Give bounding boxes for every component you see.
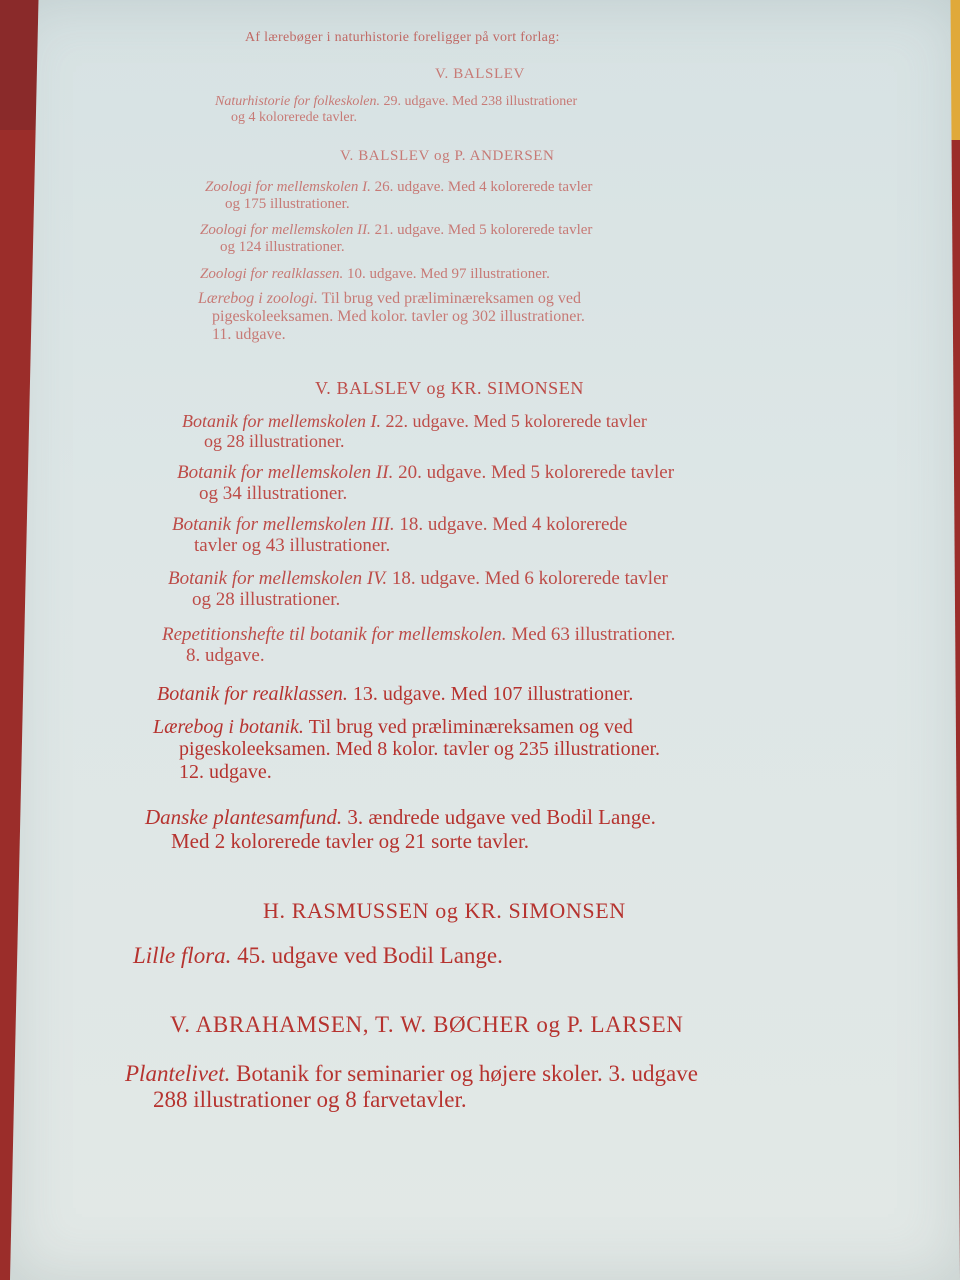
book-details: 29. udgave. Med 238 illustrationer (380, 94, 578, 109)
book-entry (125, 1061, 698, 1113)
book-title: Zoologi for mellemskolen I. (205, 179, 371, 195)
book-title: Botanik for mellemskolen IV. (168, 568, 388, 589)
book-entry (200, 222, 592, 256)
book-entry (145, 806, 656, 853)
author-heading: V. ABRAHAMSEN, T. W. BØCHER og P. LARSEN (170, 1012, 684, 1037)
book-entry (205, 179, 592, 213)
book-title: Botanik for mellemskolen II. (177, 462, 394, 483)
book-entry (182, 411, 647, 451)
book-details: 18. udgave. Med 6 kolorerede tavler (387, 568, 668, 589)
book-details-cont: og 34 illustrationer. (199, 483, 348, 505)
book-title: Lille flora. (133, 943, 232, 968)
book-details: 21. udgave. Med 5 kolorerede tavler (370, 222, 593, 238)
book-details-cont: Med 2 kolorerede tavler og 21 sorte tavler. (171, 828, 530, 853)
book-entry (162, 624, 675, 667)
book-entry (133, 943, 503, 969)
author-heading: V. BALSLEV (435, 66, 525, 82)
book-details-cont: og 124 illustrationer. (220, 238, 345, 255)
book-details: 3. ændrede udgave ved Bodil Lange. (342, 805, 656, 829)
author-heading: H. RASMUSSEN og KR. SIMONSEN (263, 898, 626, 923)
book-details: 10. udgave. Med 97 illustrationer. (343, 266, 550, 282)
book-title: Lærebog i botanik. (153, 716, 304, 738)
book-entry (215, 94, 577, 125)
book-details: 22. udgave. Med 5 kolorerede tavler (380, 411, 647, 431)
book-details-cont: 288 illustrationer og 8 farvetavler. (153, 1086, 467, 1112)
author-heading: V. BALSLEV og KR. SIMONSEN (315, 378, 584, 398)
book-title: Danske plantesamfund. (145, 805, 343, 829)
book-details: Til brug ved præliminæreksamen og ved (317, 290, 581, 307)
book-details: 18. udgave. Med 4 kolorerede (394, 514, 628, 535)
book-details: Med 63 illustrationer. (506, 624, 676, 645)
intro-line: Af lærebøger i naturhistorie foreligger på vort forlag: (245, 30, 560, 45)
book-entry (153, 716, 660, 783)
book-details: 26. udgave. Med 4 kolorerede tavler (370, 179, 593, 195)
book-title: Zoologi for realklassen. (200, 266, 344, 282)
book-details: Botanik for seminarier og højere skoler. 3. udgave (230, 1061, 698, 1086)
book-details: 13. udgave. Med 107 illustrationer. (347, 683, 634, 705)
book-title: Botanik for realklassen. (157, 683, 348, 705)
book-details: 20. udgave. Med 5 kolorerede tavler (393, 462, 675, 483)
book-details-cont: og 28 illustrationer. (192, 589, 341, 611)
book-entry (177, 462, 674, 505)
book-details: Til brug ved præliminæreksamen og ved (303, 716, 633, 738)
book-entry (168, 568, 668, 611)
book-details-cont: 12. udgave. (179, 760, 272, 783)
book-details-cont: og 175 illustrationer. (225, 195, 350, 212)
book-details-cont: 11. udgave. (212, 325, 286, 343)
book-title: Repetitionshefte til botanik for mellemskolen. (162, 624, 507, 645)
book-title: Zoologi for mellemskolen II. (200, 222, 371, 238)
book-title: Botanik for mellemskolen I. (182, 411, 381, 431)
book-title: Lærebog i zoologi. (198, 290, 318, 307)
book-details: 45. udgave ved Bodil Lange. (231, 943, 503, 968)
book-entry (200, 266, 550, 283)
book-title: Plantelivet. (125, 1061, 231, 1086)
book-details-cont: tavler og 43 illustrationer. (194, 535, 391, 557)
book-title: Botanik for mellemskolen III. (172, 514, 395, 535)
book-entry (198, 290, 585, 344)
book-details-cont: pigeskoleeksamen. Med 8 kolor. tavler og 235 illustrationer. (179, 738, 661, 761)
book-entry (157, 683, 633, 705)
book-details-cont: og 4 kolorerede tavler. (231, 109, 357, 125)
author-heading: V. BALSLEV og P. ANDERSEN (340, 148, 555, 164)
book-details-cont: pigeskoleeksamen. Med kolor. tavler og 302 illustrationer. (212, 307, 585, 325)
book-details-cont: og 28 illustrationer. (204, 431, 345, 452)
book-title: Naturhistorie for folkeskolen. (215, 94, 381, 109)
book-details-cont: 8. udgave. (186, 645, 265, 667)
book-entry (172, 514, 627, 557)
